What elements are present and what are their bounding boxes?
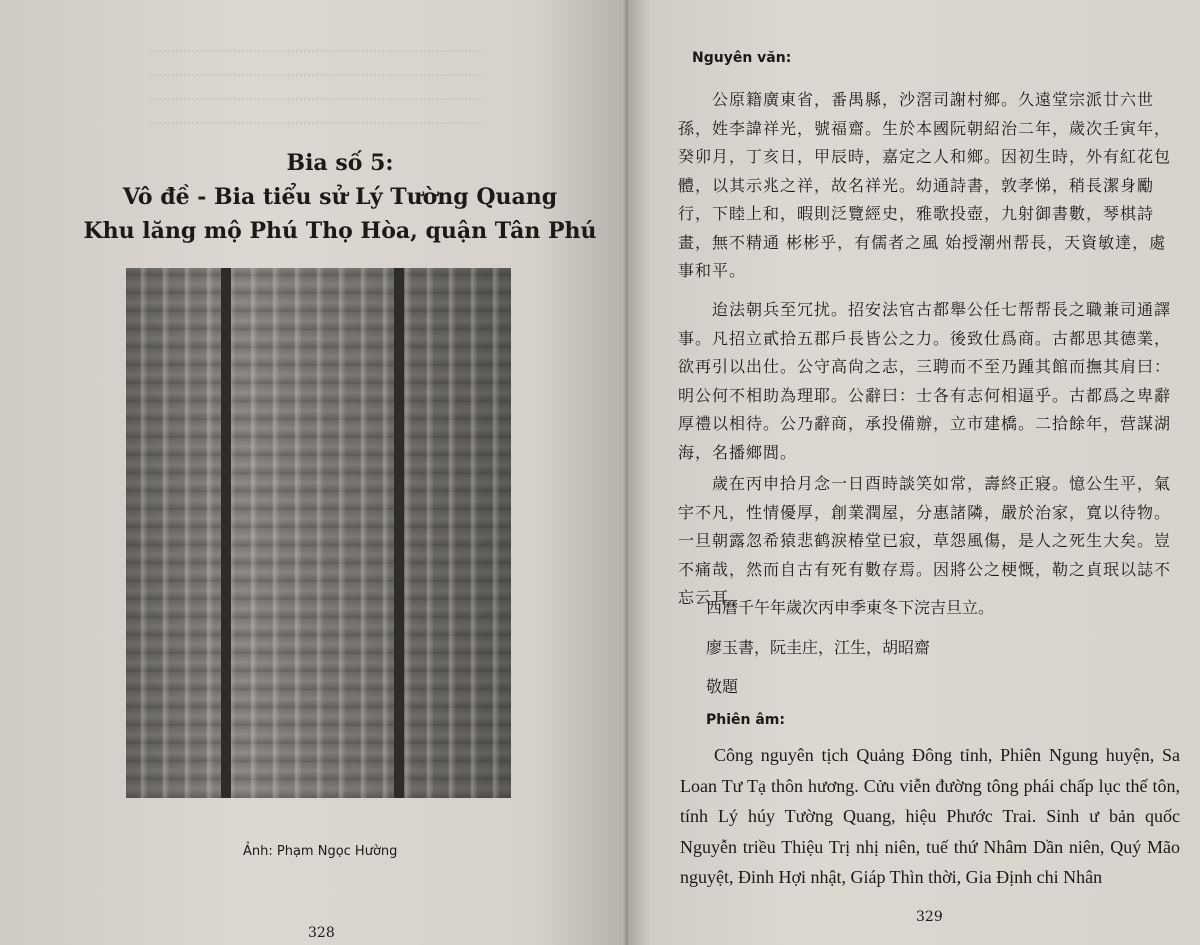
original-paragraph-1: 公原籍廣東省，番禺縣，沙滘司謝村鄉。久遠堂宗派廿六世孫，姓李諱祥光，號福齋。生於本國阮朝紹治二年，歲次壬寅年，癸卯月，丁亥日，甲辰時，嘉定之人和鄉。因初生時，外有紅花包體，以其示兆之祥，故名祥光。幼通詩書，敦孝悌，稍長潔身勵行，下睦上和，暇則泛覽經史，雅歌投壺，九射御書數，琴棋詩畫，無不精通 彬彬乎，有儒者之風 始授潮州帮長，天資敏達，處事和平。: [678, 90, 1172, 280]
stele-divider: [394, 268, 404, 798]
stele-location: Khu lăng mộ Phú Thọ Hòa, quận Tân Phú: [83, 218, 597, 244]
page-number-right: 329: [916, 909, 943, 925]
original-text-block: [678, 86, 1178, 286]
original-paragraph-2: 迨法朝兵至冗扰。招安法官古都舉公任七帮帮長之職兼司通譯事。凡招立貳拾五郡戶長皆公之力。後致仕爲商。古都思其德業，欲再引以出仕。公守高尙之志，三聘而不至乃踵其館而撫其肩曰：明公何不相助為理耶。公辭曰：士各有志何相逼乎。古都爲之卑辭厚禮以相待。公乃辭商，承投備辦，立市建橋。二拾餘年，营謀湖海，名播鄉閭。: [678, 300, 1172, 462]
photo-caption: Ảnh: Phạm Ngọc Hường: [243, 844, 398, 859]
stele-inscription-texture: [126, 268, 511, 798]
date-line: 西曆千午年歲次丙申季東冬下浣吉旦立。: [706, 598, 995, 617]
transcription-label: Phiên âm:: [706, 712, 785, 728]
stele-photo: [126, 268, 511, 798]
original-text-label: Nguyên văn:: [692, 50, 792, 66]
bleed-through-text: .................................................................................: [150, 89, 485, 104]
bleed-through-text: .................................................................................: [150, 41, 485, 56]
stele-title: Vô đề - Bia tiểu sử Lý Tường Quang: [122, 184, 558, 210]
page-number-left: 328: [308, 925, 335, 941]
respect-line: 敬題: [706, 677, 739, 696]
transcription-paragraph: Công nguyên tịch Quảng Đông tỉnh, Phiên Ngung huyện, Sa Loan Tư Tạ thôn hương. Cửu viễn đường tông phái chấp lục thế tôn, tính Lý húy Tường Quang, hiệu Phước Trai. Sinh ư bản quốc Nguyễn triều Thiệu Trị nhị niên, tuế thứ Nhâm Dần niên, Quý Mão nguyệt, Đinh Hợi nhật, Giáp Thìn thời, Gia Định chi Nhân: [680, 745, 1180, 887]
authors-line: 廖玉書，阮圭庄，江生，胡昭齋: [706, 638, 931, 657]
stele-divider: [221, 268, 231, 798]
bleed-through-text: .................................................................................: [150, 65, 485, 80]
original-text-block-2: [678, 296, 1178, 467]
bleed-through-text: .................................................................................: [150, 113, 485, 128]
stele-number-title: Bia số 5:: [286, 150, 394, 176]
original-text-block-3: [678, 470, 1178, 613]
original-paragraph-3: 歲在丙申拾月念一日酉時談笑如常，壽終正寢。憶公生平，氣宇不凡，性情優厚，創業潤屋，分惠諸隣，嚴於治家，寬以待物。一旦朝露忽希猿悲鹤淚椿堂已寂，草怨風傷，是人之死生大矣。豈不痛哉，然而自古有死有數存焉。因將公之梗慨，勒之貞珉以誌不忘云耳。: [678, 474, 1172, 607]
